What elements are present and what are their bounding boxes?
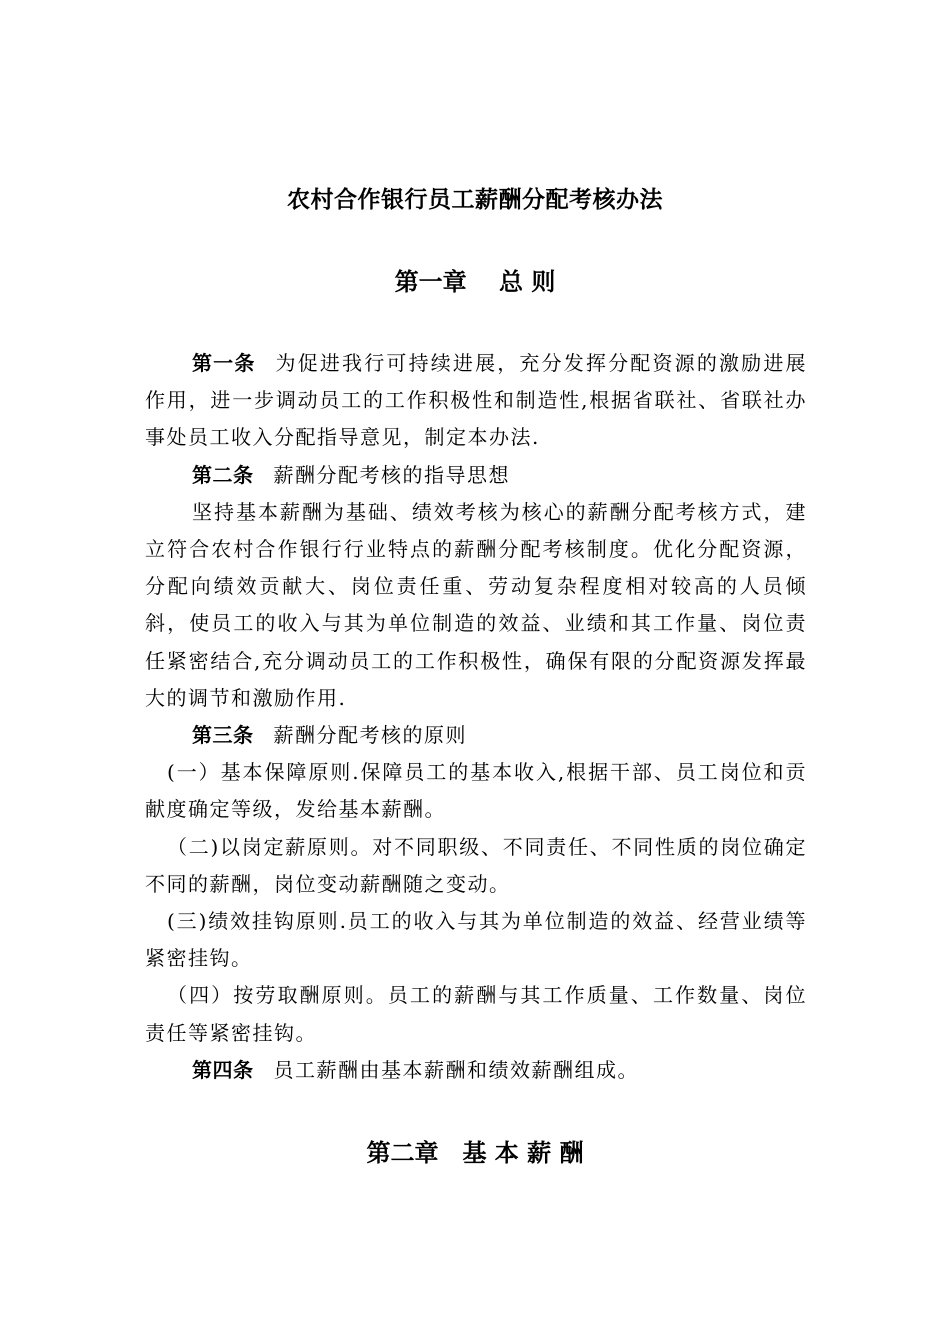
paragraph-article-1 [145, 345, 807, 457]
paragraph-article-2 [145, 457, 807, 494]
paragraph-text: 薪酬分配考核的指导思想 [273, 462, 510, 487]
paragraph-guiding-thought [145, 494, 807, 717]
paragraph-text: 坚持基本薪酬为基础、绩效考核为核心的薪酬分配考核方式，建立符合农村合作银行行业特点的薪酬分配考核制度。优化分配资源，分配向绩效贡献大、岗位责任重、劳动复杂程度相对较高的人员倾斜，使员工的收入与其为单位制造的效益、业绩和其工作量、岗位责任紧密结合,充分调动员工的工作积极性，确保有限的分配资源发挥最大的调节和激励作用. [145, 499, 807, 710]
paragraph-text: 员工薪酬由基本薪酬和绩效薪酬组成。 [273, 1057, 639, 1082]
paragraph-article-4 [145, 1052, 807, 1089]
paragraph-article-3 [145, 717, 807, 754]
article-label: 第二条 [192, 462, 254, 487]
chapter-heading-2: 第二章 基 本 薪 酬 [366, 1138, 584, 1167]
paragraph-principle-2 [145, 829, 807, 903]
paragraph-text: 薪酬分配考核的原则 [273, 723, 467, 748]
article-label: 第四条 [192, 1057, 254, 1082]
document-body [145, 345, 807, 1089]
paragraph-text: （四）按劳取酬原则。员工的薪酬与其工作质量、工作数量、岗位责任等紧密挂钩。 [145, 983, 807, 1045]
document-title: 农村合作银行员工薪酬分配考核办法 [287, 187, 663, 213]
paragraph-text: （二)以岗定薪原则。对不同职级、不同责任、不同性质的岗位确定不同的薪酬，岗位变动薪酬随之变动。 [145, 834, 807, 896]
chapter-heading-1: 第一章 总 则 [394, 267, 556, 296]
paragraph-principle-1 [145, 754, 807, 828]
paragraph-principle-4 [145, 977, 807, 1051]
article-label: 第三条 [192, 723, 254, 748]
paragraph-text: (一）基本保障原则.保障员工的基本收入,根据干部、员工岗位和贡献度确定等级，发给基本薪酬。 [145, 760, 807, 822]
article-label: 第一条 [192, 351, 256, 375]
paragraph-text: (三)绩效挂钩原则.员工的收入与其为单位制造的效益、经营业绩等紧密挂钩。 [145, 909, 807, 971]
paragraph-text: 为促进我行可持续进展，充分发挥分配资源的激励进展作用，进一步调动员工的工作积极性和制造性,根据省联社、省联社办事处员工收入分配指导意见，制定本办法. [145, 351, 808, 450]
paragraph-principle-3 [145, 903, 807, 977]
